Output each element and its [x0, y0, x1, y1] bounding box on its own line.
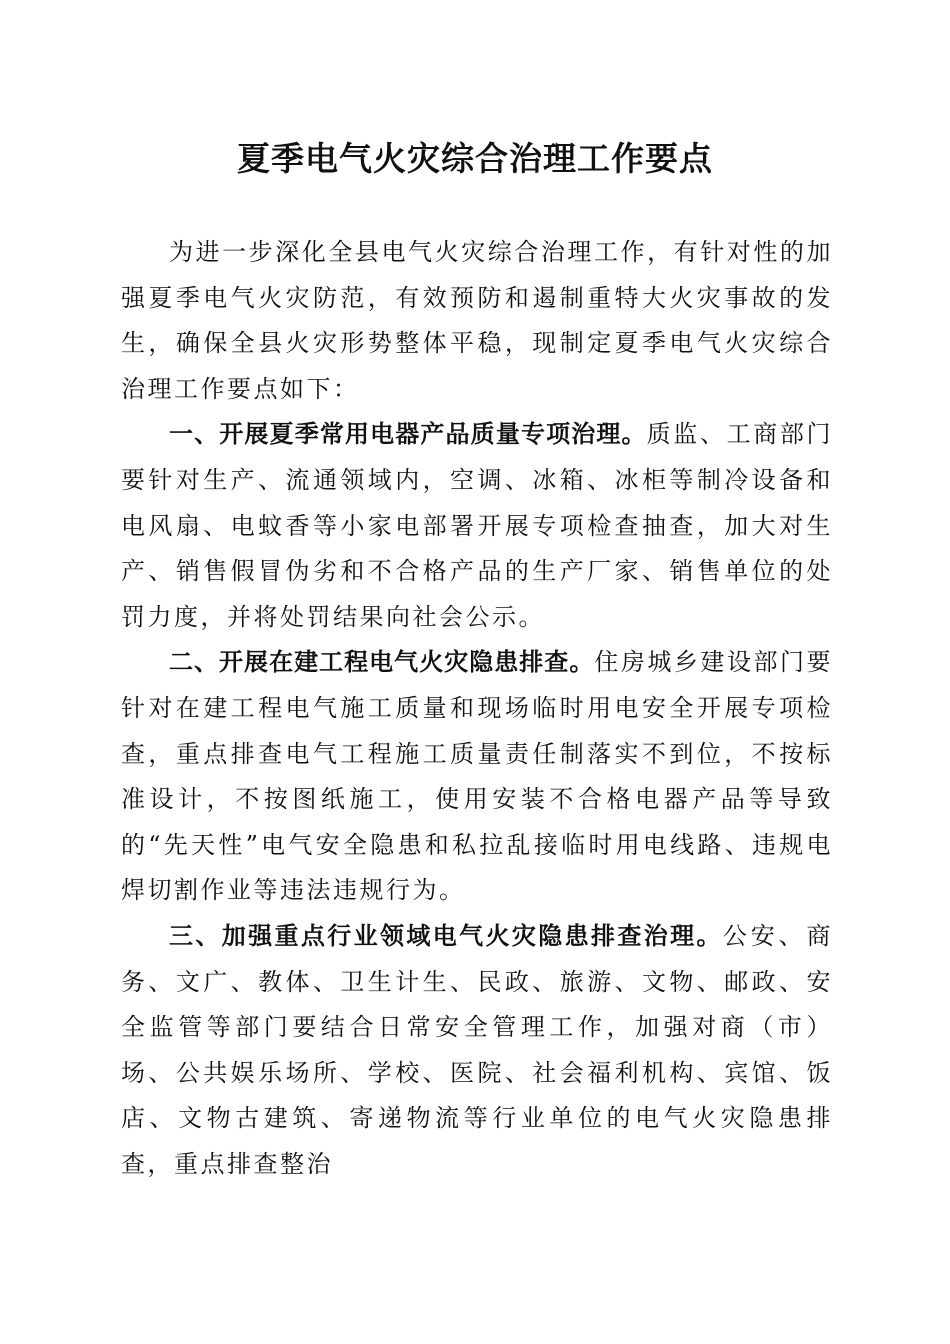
section-text: 住房城乡建设部门要针对在建工程电气施工质量和现场临时用电安全开展专项检查，重点排查电气工程施工质量责任制落实不到位，不按标准设计，不按图纸施工，使用安装不合格电器产品等导致的“先天性”电气安全隐患和私拉乱接临时用电线路、违规电焊切割作业等违法违规行为。	[121, 648, 834, 905]
section-paragraph	[121, 640, 833, 914]
document-body	[121, 230, 833, 1187]
document-title: 夏季电气火灾综合治理工作要点	[237, 139, 713, 178]
section-text: 质监、工商部门要针对生产、流通领域内，空调、冰箱、冰柜等制冷设备和电风扇、电蚊香等小家电部署开展专项检查抽查，加大对生产、销售假冒伪劣和不合格产品的生产厂家、销售单位的处罚力度，并将处罚结果向社会公示。	[121, 420, 834, 631]
section-heading: 二、开展在建工程电气火灾隐患排查。	[169, 648, 595, 677]
section-text: 公安、商务、文广、教体、卫生计生、民政、旅游、文物、邮政、安全监管等部门要结合日常安全管理工作，加强对商（市）场、公共娱乐场所、学校、医院、社会福利机构、宾馆、饭店、文物古建筑、寄递物流等行业单位的电气火灾隐患排查，重点排查整治	[121, 921, 833, 1178]
section-paragraph	[121, 412, 833, 640]
section-paragraph	[121, 914, 833, 1188]
section-heading: 一、开展夏季常用电器产品质量专项治理。	[169, 420, 647, 449]
intro-paragraph: 为进一步深化全县电气火灾综合治理工作，有针对性的加强夏季电气火灾防范，有效预防和遏制重特大火灾事故的发生，确保全县火灾形势整体平稳，现制定夏季电气火灾综合治理工作要点如下：	[121, 238, 833, 403]
section-heading: 三、加强重点行业领域电气火灾隐患排查治理。	[169, 921, 723, 950]
